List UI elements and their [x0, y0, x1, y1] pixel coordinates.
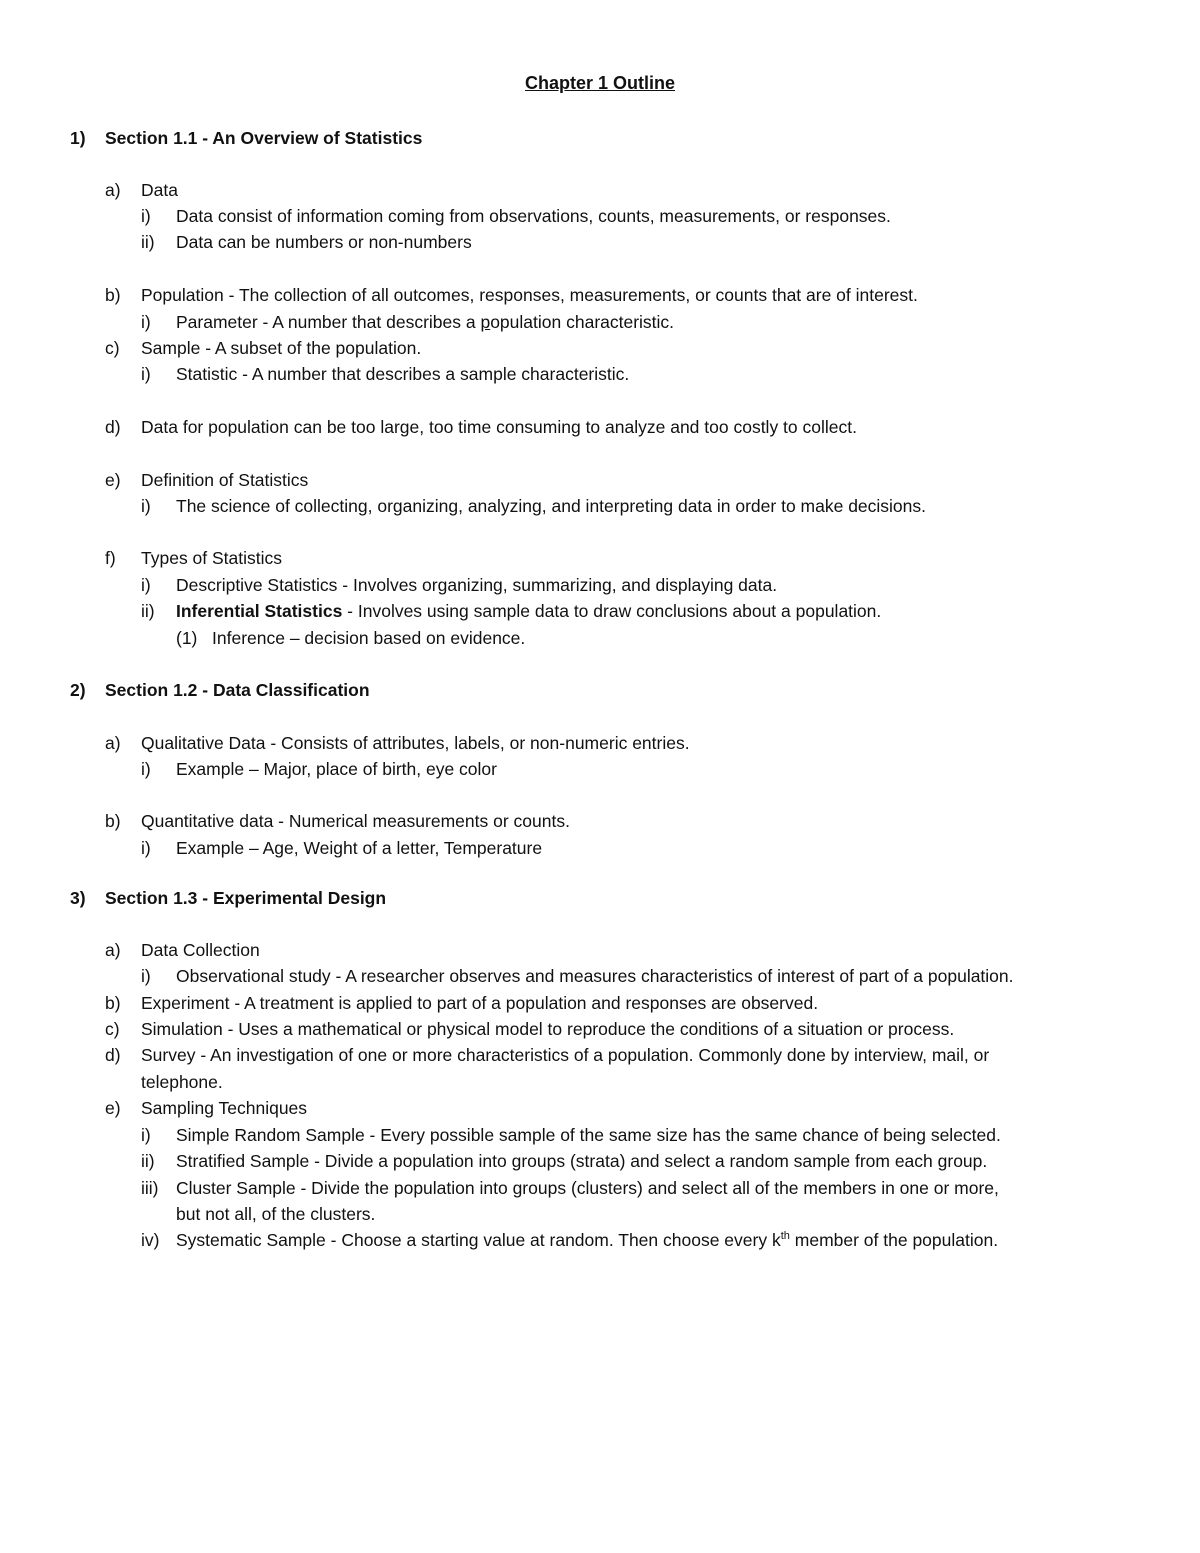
item-text-continued: telephone.: [141, 1072, 223, 1092]
section-number: 3): [70, 888, 86, 908]
item-label: d): [105, 1045, 121, 1065]
subsubitem-label: (1): [176, 628, 198, 648]
subitem-label: ii): [141, 601, 155, 621]
item-label: a): [105, 733, 121, 753]
item-text: Simulation - Uses a mathematical or physical model to reproduce the conditions of a situation or process.: [141, 1019, 955, 1039]
item-text: Population - The collection of all outcomes, responses, measurements, or counts that are of interest.: [141, 285, 918, 305]
section-heading: Section 1.2 - Data Classification: [105, 680, 370, 700]
subitem-label: i): [141, 1125, 151, 1145]
subitem-text: Data can be numbers or non-numbers: [176, 232, 472, 252]
section-heading: Section 1.3 - Experimental Design: [105, 888, 387, 908]
subitem-text: Example – Age, Weight of a letter, Temperature: [176, 838, 543, 858]
subitem-text: Parameter - A number that describes a population characteristic.: [176, 312, 675, 332]
subitem-label: i): [141, 838, 151, 858]
item-text: Survey - An investigation of one or more characteristics of a population. Commonly done by interview, mail, or: [141, 1045, 990, 1065]
subitem-text: Inferential Statistics - Involves using sample data to draw conclusions about a population.: [176, 601, 882, 621]
item-label: a): [105, 940, 121, 960]
item-label: a): [105, 180, 121, 200]
item-text: Quantitative data - Numerical measurements or counts.: [141, 811, 570, 831]
subitem-text-continued: but not all, of the clusters.: [176, 1204, 376, 1224]
item-label: d): [105, 417, 121, 437]
subitem-text: Cluster Sample - Divide the population into groups (clusters) and select all of the members in one or more,: [176, 1178, 999, 1198]
subitem-text: The science of collecting, organizing, analyzing, and interpreting data in order to make decisions.: [176, 496, 927, 516]
section-heading: Section 1.1 - An Overview of Statistics: [105, 128, 423, 148]
section-number: 2): [70, 680, 86, 700]
subitem-text: Systematic Sample - Choose a starting value at random. Then choose every $k^{th}$ member of the population.: [176, 1230, 999, 1250]
subitem-label: i): [141, 496, 151, 516]
item-label: e): [105, 470, 121, 490]
item-label: b): [105, 993, 121, 1013]
subitem-text: Simple Random Sample - Every possible sample of the same size has the same chance of being selected.: [176, 1125, 1001, 1145]
subitem-label: i): [141, 206, 151, 226]
item-text: Data: [141, 180, 178, 200]
section-number: 1): [70, 128, 86, 148]
subitem-label: iv): [141, 1230, 160, 1250]
item-text: Data for population can be too large, too time consuming to analyze and too costly to collect.: [141, 417, 857, 437]
item-label: f): [105, 548, 116, 568]
subitem-label: ii): [141, 1151, 155, 1171]
subitem-label: i): [141, 364, 151, 384]
item-text: Definition of Statistics: [141, 470, 309, 490]
item-text: Sampling Techniques: [141, 1098, 308, 1118]
subitem-label: ii): [141, 232, 155, 252]
subitem-label: iii): [141, 1178, 159, 1198]
item-label: b): [105, 285, 121, 305]
item-text: Types of Statistics: [141, 548, 283, 568]
subitem-text: Observational study - A researcher observes and measures characteristics of interest of part of a population.: [176, 966, 1014, 986]
item-text: Qualitative Data - Consists of attributes, labels, or non-numeric entries.: [141, 733, 690, 753]
item-text: Data Collection: [141, 940, 260, 960]
item-text: Experiment - A treatment is applied to part of a population and responses are observed.: [141, 993, 819, 1013]
subitem-text: Data consist of information coming from observations, counts, measurements, or responses.: [176, 206, 891, 226]
subitem-label: i): [141, 966, 151, 986]
item-label: b): [105, 811, 121, 831]
subitem-text: Descriptive Statistics - Involves organizing, summarizing, and displaying data.: [176, 575, 778, 595]
item-label: c): [105, 338, 120, 358]
subitem-text: Stratified Sample - Divide a population into groups (strata) and select a random sample from each group.: [176, 1151, 988, 1171]
subitem-text: Example – Major, place of birth, eye color: [176, 759, 497, 779]
item-text: Sample - A subset of the population.: [141, 338, 422, 358]
subitem-label: i): [141, 575, 151, 595]
subitem-text: Statistic - A number that describes a sample characteristic.: [176, 364, 630, 384]
item-label: e): [105, 1098, 121, 1118]
subitem-label: i): [141, 312, 151, 332]
subitem-label: i): [141, 759, 151, 779]
item-label: c): [105, 1019, 120, 1039]
page-title: Chapter 1 Outline: [524, 73, 676, 93]
subsubitem-text: Inference – decision based on evidence.: [212, 628, 526, 648]
